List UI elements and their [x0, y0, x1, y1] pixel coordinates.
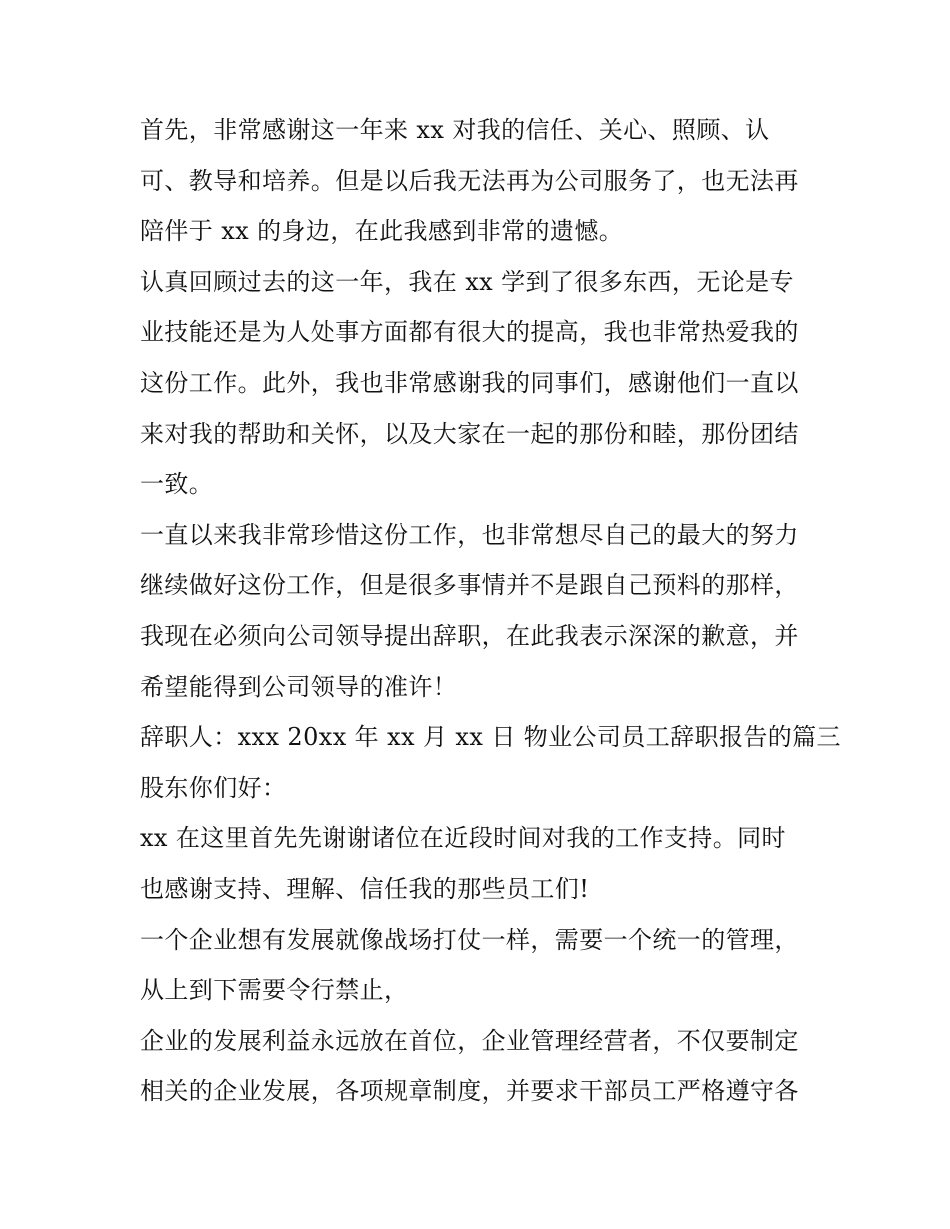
text-line: 希望能得到公司领导的准许！: [140, 672, 458, 701]
text-line: xx 在这里首先先谢谢诸位在近段时间对我的工作支持。同时: [140, 824, 786, 853]
text-line: 也感谢支持、理解、信任我的那些员工们!: [140, 874, 590, 903]
text-line: 继续做好这份工作，但是很多事情并不是跟自己预料的那样，: [140, 571, 799, 600]
text-line: 一直以来我非常珍惜这份工作，也非常想尽自己的最大的努力: [140, 520, 799, 549]
text-line: 从上到下需要令行禁止，: [140, 976, 409, 1005]
text-line: 首先，非常感谢这一年来 xx 对我的信任、关心、照顾、认: [140, 116, 770, 144]
text-line: 一个企业想有发展就像战场打仗一样，需要一个统一的管理，: [140, 925, 799, 954]
text-line: 辞职人：xxx 20xx 年 xx 月 xx 日 物业公司员工辞职报告的篇三: [140, 723, 841, 752]
text-line: 股东你们好：: [140, 773, 287, 802]
text-line: 一致。: [140, 470, 214, 499]
text-line: 相关的企业发展，各项规章制度，并要求干部员工严格遵守各: [140, 1077, 799, 1106]
text-line: 可、教导和培养。但是以后我无法再为公司服务了，也无法再: [140, 166, 799, 195]
text-line: 陪伴于 xx 的身边，在此我感到非常的遗憾。: [140, 217, 624, 246]
document-body: [140, 105, 841, 1117]
text-line: 来对我的帮助和关怀，以及大家在一起的那份和睦，那份团结: [140, 419, 799, 448]
text-line: 认真回顾过去的这一年，我在 xx 学到了很多东西，无论是专: [140, 267, 794, 296]
text-line: 业技能还是为人处事方面都有很大的提高，我也非常热爱我的: [140, 318, 799, 347]
text-line: 我现在必须向公司领导提出辞职，在此我表示深深的歉意，并: [140, 621, 799, 650]
text-line: 企业的发展利益永远放在首位，企业管理经营者，不仅要制定: [140, 1026, 799, 1055]
text-line: 这份工作。此外，我也非常感谢我的同事们，感谢他们一直以: [140, 368, 799, 397]
